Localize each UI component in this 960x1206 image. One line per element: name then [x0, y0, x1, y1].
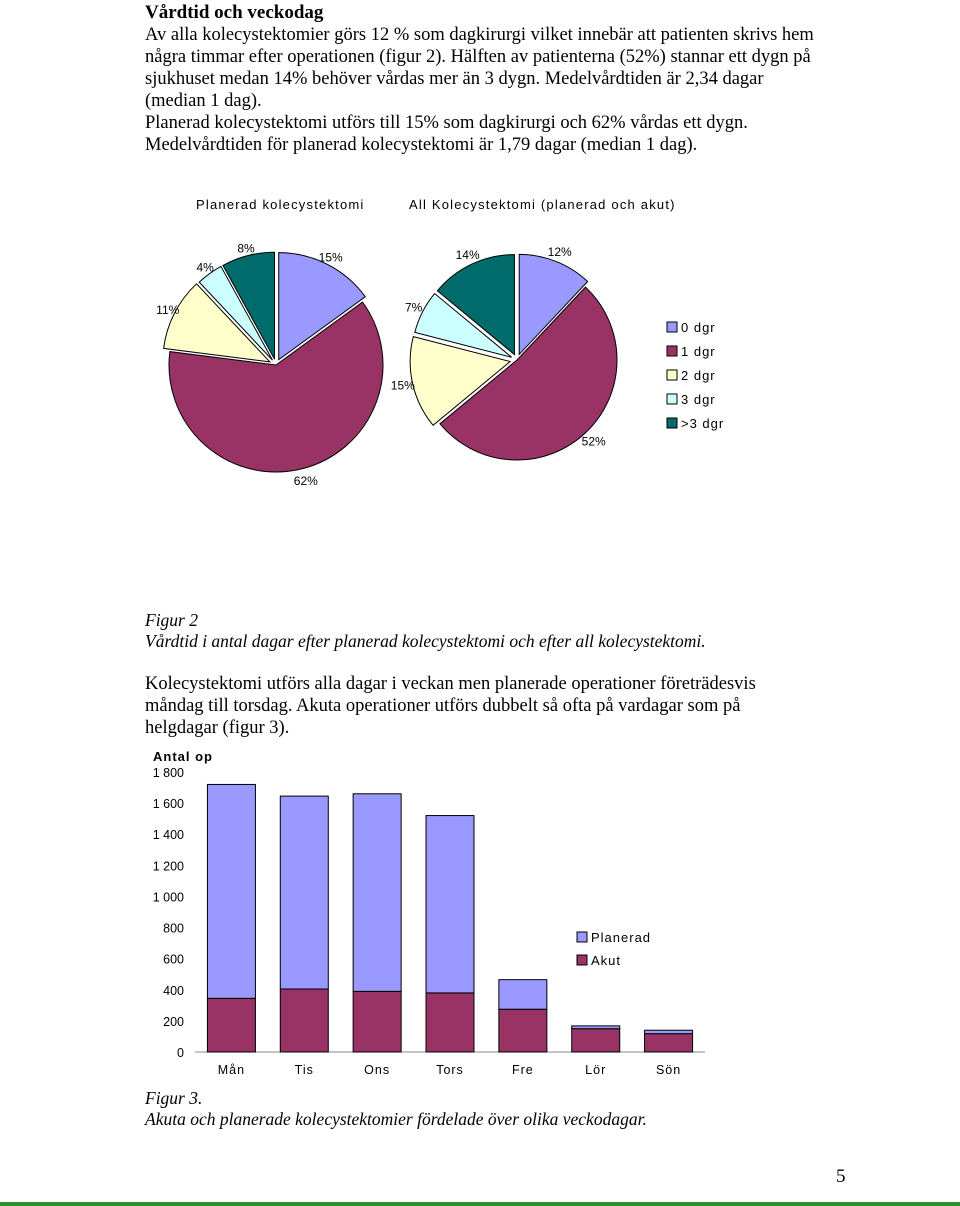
pie1-label-0: 15%: [318, 250, 343, 265]
pie-legend-swatch-2: [667, 370, 677, 380]
pie-legend-label-1: 1 dgr: [681, 344, 716, 359]
figure-2-label: Figur 2: [145, 610, 198, 630]
paragraph-1-line: Medelvårdtiden för planerad kolecystektomi är 1,79 dagar (median 1 dag).: [145, 135, 698, 155]
bar-xtick-label: Sön: [655, 1063, 682, 1077]
pie-legend-swatch-1: [667, 346, 677, 356]
bar-legend-swatch-akut: [577, 955, 587, 965]
bar-legend-swatch-planerad: [577, 932, 587, 942]
bar-ytick-label: 800: [163, 921, 184, 936]
paragraph-2-line: Kolecystektomi utförs alla dagar i veckan men planerade operationer företrädesvis: [145, 674, 756, 694]
bar-xtick-label: Ons: [364, 1063, 391, 1077]
bar-akut-2: [353, 991, 401, 1052]
paragraph-1-line: Planerad kolecystektomi utförs till 15% som dagkirurgi och 62% vårdas ett dygn.: [145, 113, 748, 133]
bar-legend-label-planerad: Planerad: [591, 930, 652, 945]
bar-akut-6: [645, 1034, 693, 1052]
page-border: [0, 1202, 960, 1206]
paragraph-1-line: sjukhuset medan 14% behöver vårdas mer än 3 dygn. Medelvårdtiden är 2,34 dagar: [145, 69, 764, 89]
bar-akut-1: [280, 989, 328, 1052]
pie1-title: Planerad kolecystektomi: [196, 197, 365, 212]
bar-xtick-label: Tis: [294, 1063, 314, 1077]
pie-legend-label-4: >3 dgr: [681, 416, 725, 431]
bar-ytick-label: 1 600: [152, 797, 184, 812]
bar-xtick-label: Fre: [511, 1063, 534, 1077]
pie1-label-1: 62%: [293, 474, 318, 489]
paragraph-2: [145, 673, 865, 739]
paragraph-1-line: några timmar efter operationen (figur 2). Hälften av patienterna (52%) stannar ett dygn på: [145, 47, 811, 67]
bar-ytick-label: 1 200: [152, 859, 184, 874]
pie-legend-label-0: 0 dgr: [681, 320, 716, 335]
pie1-label-2: 11%: [156, 302, 180, 317]
figure-3-text: Akuta och planerade kolecystektomier fördelade över olika veckodagar.: [145, 1109, 647, 1129]
bar-planerad-0: [207, 784, 255, 998]
bar-akut-5: [572, 1029, 620, 1052]
paragraph-2-line: måndag till torsdag. Akuta operationer utförs dubbelt så ofta på vardagar som på: [145, 696, 741, 716]
section-heading: Vårdtid och veckodag: [145, 2, 324, 23]
paragraph-1-line: Av alla kolecystektomier görs 12 % som dagkirurgi vilket innebär att patienten skrivs hem: [145, 25, 814, 45]
bar-akut-4: [499, 1009, 547, 1052]
pie1-label-4: 8%: [237, 241, 255, 256]
bar-xtick-label: Mån: [217, 1063, 246, 1077]
page-number: 5: [836, 1166, 846, 1187]
bar-planerad-2: [353, 794, 401, 992]
pie2-label-2: 15%: [390, 378, 415, 393]
pie-legend-swatch-3: [667, 394, 677, 404]
bar-planerad-4: [499, 980, 547, 1010]
pie-charts: [0, 240, 960, 500]
bar-ytick-label: 200: [163, 1014, 184, 1029]
pie-legend-swatch-4: [667, 418, 677, 428]
bar-ytick-label: 600: [163, 952, 184, 967]
pie-legend-label-3: 3 dgr: [681, 392, 716, 407]
bar-akut-0: [207, 998, 255, 1052]
bar-ytick-label: 1 400: [152, 828, 184, 843]
paragraph-1: [145, 24, 865, 156]
pie2-title: All Kolecystektomi (planerad och akut): [409, 197, 676, 212]
pie2-label-3: 7%: [404, 300, 423, 315]
pie2-label-1: 52%: [581, 434, 606, 449]
bar-planerad-1: [280, 796, 328, 989]
figure-2-caption: [145, 610, 706, 652]
bar-planerad-6: [645, 1030, 693, 1033]
figure-3-caption: [145, 1088, 647, 1130]
paragraph-1-line: (median 1 dag).: [145, 91, 262, 111]
bar-ylabel: Antal op: [153, 749, 213, 764]
pie-legend-swatch-0: [667, 322, 677, 332]
bar-ytick-label: 1 000: [152, 890, 184, 905]
bar-planerad-5: [572, 1026, 620, 1029]
bar-legend-label-akut: Akut: [591, 953, 622, 968]
bar-akut-3: [426, 993, 474, 1052]
pie2-label-4: 14%: [455, 248, 480, 263]
bar-xtick-label: Lör: [585, 1063, 607, 1077]
bar-ytick-label: 0: [177, 1046, 184, 1060]
bar-planerad-3: [426, 816, 474, 993]
figure-2-text: Vårdtid i antal dagar efter planerad kolecystektomi och efter all kolecystektomi.: [145, 631, 706, 651]
pie1-label-3: 4%: [196, 260, 214, 275]
bar-ytick-label: 400: [163, 983, 184, 998]
bar-chart: [0, 745, 960, 1090]
pie-legend-label-2: 2 dgr: [681, 368, 716, 383]
pie2-label-0: 12%: [547, 245, 572, 260]
bar-ytick-label: 1 800: [152, 766, 184, 780]
bar-xtick-label: Tors: [436, 1063, 464, 1077]
figure-3-label: Figur 3.: [145, 1088, 203, 1108]
paragraph-2-line: helgdagar (figur 3).: [145, 718, 290, 738]
